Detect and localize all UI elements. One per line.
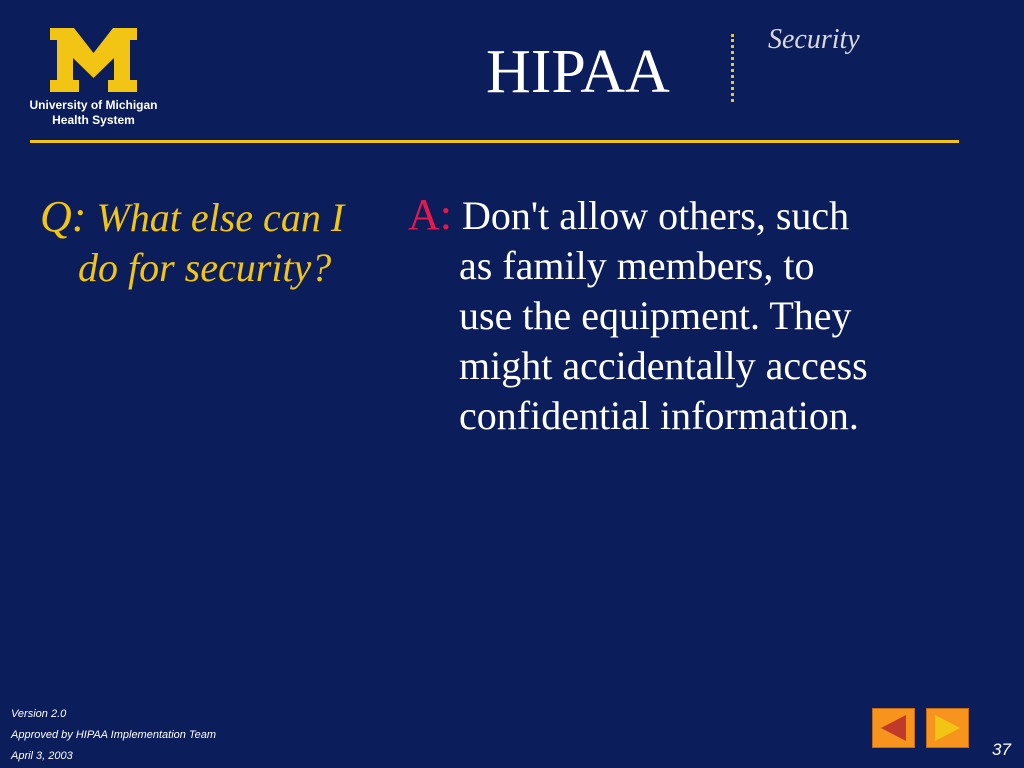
university-logo	[26, 28, 161, 128]
answer-block	[408, 190, 938, 441]
left-arrow-icon	[873, 709, 914, 747]
footer-date: April 3, 2003	[11, 750, 73, 762]
question-line-2: do for security?	[78, 245, 332, 290]
question-label: Q:	[40, 192, 87, 241]
logo-text-line2: Health System	[52, 113, 135, 127]
footer-version: Version 2.0	[11, 708, 67, 720]
title-divider	[731, 34, 734, 102]
answer-line-4: might accidentally access	[459, 343, 868, 388]
page-number: 37	[992, 740, 1011, 759]
header-rule	[30, 140, 959, 143]
next-slide-button[interactable]	[926, 708, 969, 748]
slide-title: HIPAA	[486, 38, 670, 106]
footer-approved: Approved by HIPAA Implementation Team	[11, 729, 217, 741]
right-arrow-icon	[927, 709, 968, 747]
answer-line-3: use the equipment. They	[459, 293, 852, 338]
answer-first-line	[408, 190, 938, 241]
question-line-1: What else can I	[96, 195, 345, 240]
answer-line-2: as family members, to	[459, 243, 815, 288]
previous-slide-button[interactable]	[872, 708, 915, 748]
answer-line-5: confidential information.	[459, 393, 859, 438]
question-block	[40, 192, 400, 293]
answer-label: A:	[408, 190, 452, 239]
block-m-logo-icon	[50, 28, 137, 92]
answer-line-1: Don't allow others, such	[462, 193, 850, 238]
logo-text-line1: University of Michigan	[29, 98, 158, 112]
section-label: Security	[768, 24, 860, 55]
